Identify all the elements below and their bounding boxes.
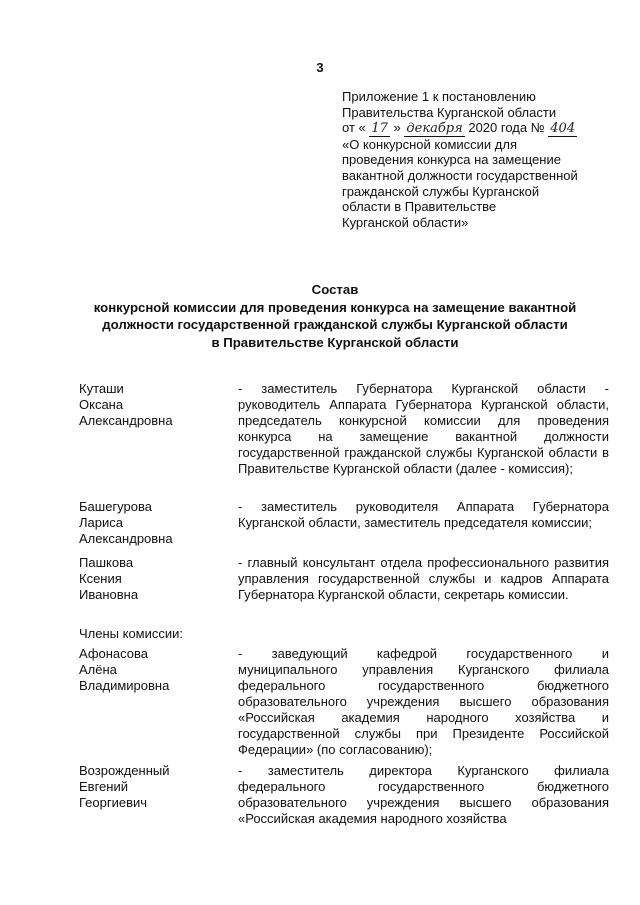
member-surname: Афонасова [79,646,149,661]
date-prefix: от « [342,120,366,136]
member-name [79,381,229,429]
member-first-name: Евгений [79,779,128,794]
handwritten-day: 17 [371,121,388,137]
appendix-line: вакантной должности государственной [342,167,578,183]
member-name [79,763,229,811]
handwritten-number: 404 [550,121,576,137]
member-role: - заместитель директора Курганского филиала федерального государственного бюджетного образовательного учреждения высшего образования «Российская академия народного хозяйства [238,763,609,826]
member-patronymic: Ивановна [79,587,139,602]
date-year: 2020 года № [468,120,545,136]
appendix-header [342,89,612,230]
member-patronymic: Александровна [79,413,173,428]
page-number: 3 [316,60,324,75]
member-patronymic: Георгиевич [79,795,148,810]
member-role: - главный консультант отдела профессионального развития управления государственной службы и кадров Аппарата Губернатора Курганской области, секретарь комиссии. [238,555,609,602]
member-first-name: Лариса [79,515,123,530]
member-name [79,499,229,547]
appendix-line: Курганской области» [342,214,469,230]
member-role: - заведующий кафедрой государственного и муниципального управления Курганского филиала федерального государственного бюджетного образовательного учреждения высшего образования «Российская академия народного хозяйства и государственной службы при Президенте Российской Федерации» (по согласованию); [238,646,609,757]
member-first-name: Ксения [79,571,122,586]
member-name [79,555,229,603]
member-name [79,646,229,694]
title-line: конкурсной комиссии для проведения конкурса на замещение вакантной [93,299,577,315]
member-surname: Куташи [79,381,124,396]
appendix-line: проведения конкурса на замещение [342,152,561,168]
member-role: - заместитель руководителя Аппарата Губернатора Курганской области, заместитель председателя комиссии; [238,499,609,530]
title-line: в Правительстве Курганской области [211,334,459,350]
appendix-line: гражданской службы Курганской [342,183,540,199]
member-surname: Возрожденный [79,763,170,778]
appendix-line: области в Правительстве [342,199,497,215]
member-surname: Пашкова [79,555,134,570]
date-mid: » [393,120,401,136]
member-surname: Башегурова [79,499,152,514]
document-title [70,281,600,351]
title-line: должности государственной гражданской службы Курганской области [102,317,568,332]
appendix-line: Правительства Курганской области [342,104,557,120]
members-label: Члены комиссии: [79,626,184,641]
member-patronymic: Владимировна [79,678,170,693]
member-first-name: Оксана [79,397,124,412]
handwritten-month: декабря [406,121,463,137]
member-first-name: Алёна [79,662,117,677]
appendix-line: «О конкурсной комиссии для [342,136,518,152]
member-role: - заместитель Губернатора Курганской области - руководитель Аппарата Губернатора Курганской области, председатель конкурсной комиссии для проведения конкурса на замещение вакантной должности государственной гражданской службы Курганской области в Правительстве Курганской области (далее - комиссия); [238,381,609,476]
member-patronymic: Александровна [79,531,173,546]
appendix-line: Приложение 1 к постановлению [342,89,536,104]
title-line: Состав [311,282,359,297]
appendix-date-line [342,120,612,137]
